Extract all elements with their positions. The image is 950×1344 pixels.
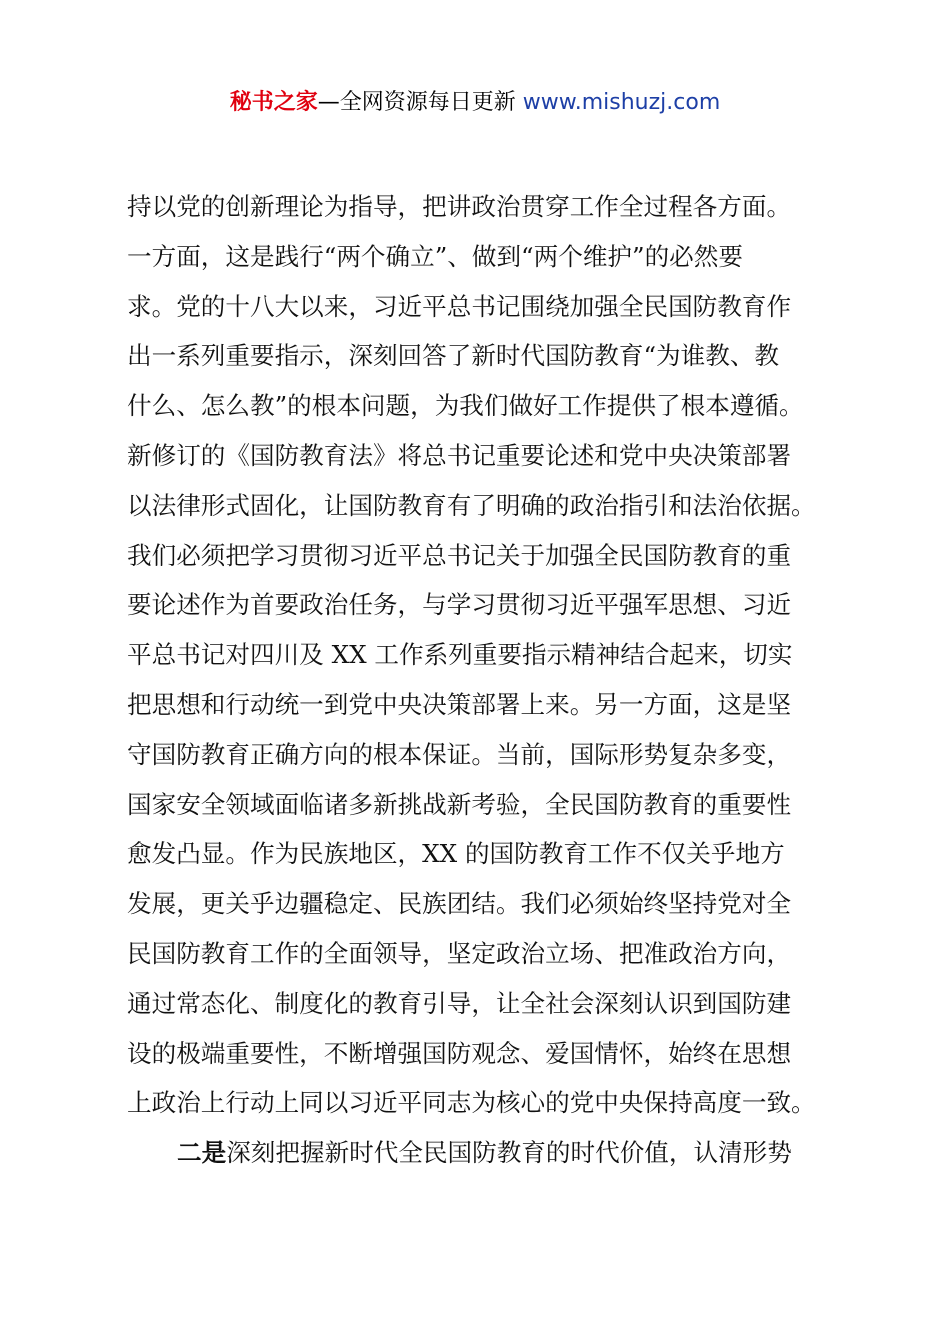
paragraph-lead-rest: 深刻把握新时代全民国防教育的时代价值，认清形势 xyxy=(226,1138,792,1168)
text-line: 一方面，这是践行“两个确立”、做到“两个维护”的必然要 xyxy=(127,241,743,271)
page-header xyxy=(0,86,950,120)
text-line: 平总书记对四川及 XX 工作系列重要指示精神结合起来，切实 xyxy=(127,640,793,670)
text-line: 什么、怎么教”的根本问题，为我们做好工作提供了根本遵循。 xyxy=(127,391,804,421)
text-line: 要论述作为首要政治任务，与学习贯彻习近平强军思想、习近 xyxy=(127,590,792,620)
text-line: 上政治上行动上同以习近平同志为核心的党中央保持高度一致。 xyxy=(127,1088,816,1118)
text-line: 新修订的《国防教育法》将总书记重要论述和党中央决策部署 xyxy=(127,440,792,470)
text-line: 发展，更关乎边疆稳定、民族团结。我们必须始终坚持党对全 xyxy=(127,889,792,919)
text-line: 愈发凸显。作为民族地区，XX 的国防教育工作不仅关乎地方 xyxy=(127,839,785,869)
paragraph-lead-bold: 二是 xyxy=(177,1138,227,1168)
text-line: 持以党的创新理论为指导，把讲政治贯穿工作全过程各方面。 xyxy=(127,192,792,221)
text-line: 以法律形式固化，让国防教育有了明确的政治指引和法治依据。 xyxy=(127,490,816,520)
text-line: 把思想和行动统一到党中央决策部署上来。另一方面，这是坚 xyxy=(127,689,792,719)
document-body xyxy=(127,182,837,1178)
site-brand: 秘书之家 xyxy=(229,90,318,115)
site-url-link[interactable]: www.mishuzj.com xyxy=(522,90,721,115)
text-line: 出一系列重要指示，深刻回答了新时代国防教育“为谁教、教 xyxy=(127,341,780,371)
text-line: 通过常态化、制度化的教育引导，让全社会深刻认识到国防建 xyxy=(127,988,792,1018)
text-line: 设的极端重要性，不断增强国防观念、爱国情怀，始终在思想 xyxy=(127,1038,792,1068)
text-line: 我们必须把学习贯彻习近平总书记关于加强全民国防教育的重 xyxy=(127,540,792,570)
text-line: 求。党的十八大以来，习近平总书记围绕加强全民国防教育作 xyxy=(127,291,792,321)
site-slogan: —全网资源每日更新 xyxy=(317,90,516,115)
text-line: 国家安全领域面临诸多新挑战新考验，全民国防教育的重要性 xyxy=(127,789,792,819)
text-line: 民国防教育工作的全面领导，坚定政治立场、把准政治方向， xyxy=(127,938,792,968)
text-line: 守国防教育正确方向的根本保证。当前，国际形势复杂多变， xyxy=(127,739,792,769)
paragraph-start-line xyxy=(127,1128,837,1178)
